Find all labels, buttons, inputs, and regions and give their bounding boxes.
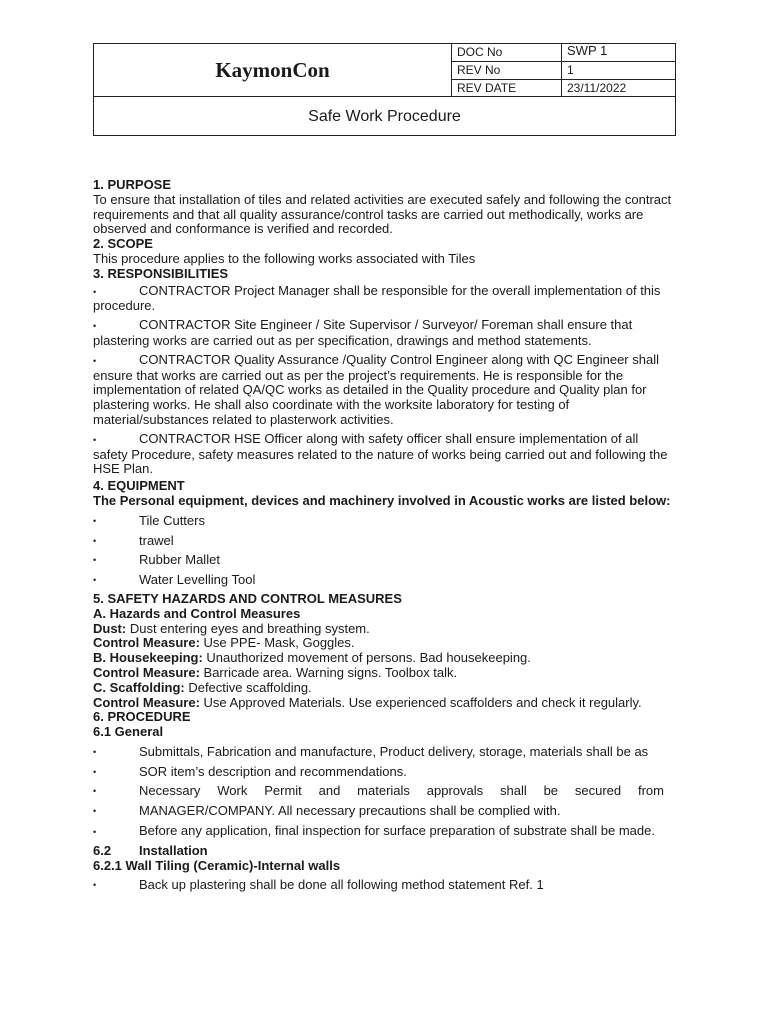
list-item [93,284,676,315]
section-heading-responsibilities: 3. RESPONSIBILITIES [93,265,229,281]
bullet-icon: • [93,321,97,332]
list-item [93,432,676,477]
list-item [93,573,676,588]
meta-value: 23/11/2022 [567,81,627,95]
scope-text: This procedure applies to the following works associated with Tiles [93,250,476,266]
hazard-line [93,636,676,651]
list-item [93,804,676,819]
hazard-label: Control Measure: [93,664,200,680]
list-item [93,553,676,568]
meta-label: REV DATE [452,80,562,97]
list-item [93,318,676,349]
list-item-text: Water Levelling Tool [139,572,256,588]
list-item [93,824,656,840]
list-item [93,534,676,549]
bullet-icon: • [93,515,97,526]
hazard-line [93,696,676,711]
section-heading-equipment: 4. EQUIPMENT [93,478,185,494]
list-item [93,745,676,760]
hazard-text: Use Approved Materials. Use experienced scaffolders and check it regularly. [199,694,642,710]
procedure-subheading-installation [93,844,676,859]
hazard-line [93,681,676,696]
bullet-icon: • [93,880,97,891]
meta-label: REV No [452,62,562,79]
hazards-subheading: A. Hazards and Control Measures [93,605,301,621]
hazard-text: Barricade area. Warning signs. Toolbox talk. [199,664,458,680]
meta-value: 1 [567,63,574,77]
meta-value: SWP 1 [567,43,608,58]
company-name: KaymonCon [215,58,330,82]
hazard-label: Control Measure: [93,694,200,710]
list-item-text: CONTRACTOR HSE Officer along with safety officer shall ensure implementation of all safety Procedure, safety measures related to the nature of works being carried out and following the HSE Plan. [93,430,668,477]
list-item [93,784,664,799]
document-title: Safe Work Procedure [308,108,461,125]
list-item [93,514,676,529]
list-item [93,878,676,893]
bullet-icon: • [93,746,97,757]
bullet-icon: • [93,806,97,817]
list-item-text: Tile Cutters [139,512,205,528]
hazard-line [93,651,676,666]
bullet-icon: • [93,766,97,777]
list-item-text: SOR item’s description and recommendations. [139,763,407,779]
list-item-text: CONTRACTOR Site Engineer / Site Supervisor / Surveyor/ Foreman shall ensure that plastering works are carried out as per specification, drawings and method statements. [93,317,633,348]
list-item-text: Necessary Work Permit and materials approvals shall be secured from [139,783,664,799]
section-heading-procedure: 6. PROCEDURE [93,709,191,725]
section-heading-scope: 2. SCOPE [93,236,153,252]
bullet-icon: • [93,286,97,297]
list-item-text: MANAGER/COMPANY. All necessary precautions shall be complied with. [139,803,561,819]
meta-row-rev-no [452,62,676,80]
hazard-text: Use PPE- Mask, Goggles. [199,635,355,651]
meta-row-doc-no [452,44,676,62]
document-body [93,178,676,893]
bullet-icon: • [93,355,97,366]
procedure-subheading-general: 6.1 General [93,724,164,740]
bullet-icon: • [93,434,97,445]
list-item-text: Submittals, Fabrication and manufacture, Product delivery, storage, materials shall be as [139,743,649,759]
hazard-label: Control Measure: [93,635,200,651]
list-item-text: Rubber Mallet [139,552,220,568]
meta-row-rev-date [452,80,676,97]
list-item [93,765,676,780]
equipment-intro: The Personal equipment, devices and machinery involved in Acoustic works are listed below: [93,492,671,508]
meta-label: DOC No [452,44,562,61]
document-header-table [93,43,676,136]
hazard-label: B. Housekeeping: [93,650,203,666]
section-number: 6.2 [93,842,112,858]
bullet-icon: • [93,827,97,838]
bullet-icon: • [93,575,97,586]
section-label: Installation [139,842,208,858]
list-item [93,353,676,428]
hazard-text: Defective scaffolding. [184,679,312,695]
section-heading-purpose: 1. PURPOSE [93,177,172,192]
bullet-icon: • [93,535,97,546]
hazard-text: Dust entering eyes and breathing system. [126,620,370,636]
hazard-line [93,622,676,637]
section-heading-hazards: 5. SAFETY HAZARDS AND CONTROL MEASURES [93,590,402,606]
list-item-text: CONTRACTOR Quality Assurance /Quality Control Engineer along with QC Engineer shall ensure that works are carried out as per the project’s requirements. He is responsible for the implementation of related QA/QC works as detailed in the Quality procedure and Quality plan for plastering works. He shall also coordinate with the worksite laboratory for testing of material/substances related to plasterwork activities. [93,351,659,427]
bullet-icon: • [93,555,97,566]
list-item-text: trawel [139,532,174,548]
hazard-text: Unauthorized movement of persons. Bad housekeeping. [202,650,531,666]
bullet-icon: • [93,786,97,797]
purpose-text: To ensure that installation of tiles and related activities are executed safely and following the contract requirements and that all quality assurance/control tasks are carried out methodically, works are observed and conformance is verified and recorded. [93,191,672,237]
procedure-subheading-wall-tiling: 6.2.1 Wall Tiling (Ceramic)-Internal walls [93,857,341,873]
hazard-line [93,666,676,681]
list-item-text: CONTRACTOR Project Manager shall be responsible for the overall implementation of this procedure. [93,282,661,314]
document-meta-table [451,44,676,97]
list-item-text: Before any application, final inspection for surface preparation of substrate shall be made. [139,823,655,839]
list-item-text: Back up plastering shall be done all following method statement Ref. 1 [139,877,544,893]
hazard-label: Dust: [93,620,127,636]
hazard-label: C. Scaffolding: [93,679,185,695]
